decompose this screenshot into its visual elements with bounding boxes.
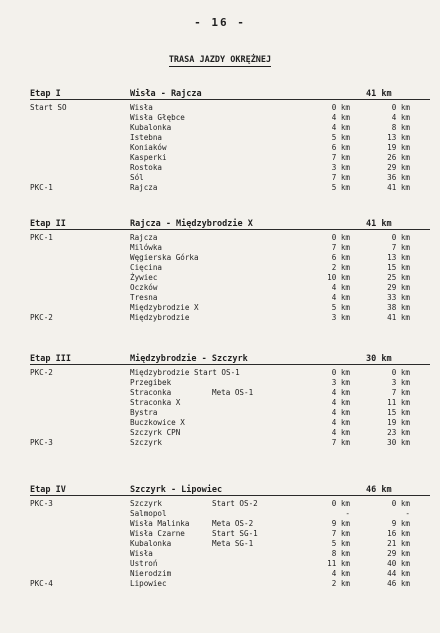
segment-distance: 9 km <box>331 519 350 528</box>
segment-distance: 0 km <box>331 233 350 242</box>
cumulative-distance: 16 km <box>387 529 410 538</box>
stage-distance: 46 km <box>366 485 392 495</box>
place-name: Rajcza <box>130 233 158 242</box>
stage-distance: 30 km <box>366 354 392 364</box>
stage-header <box>30 485 430 499</box>
stage-name: Etap II <box>30 219 66 229</box>
special-stage-note: Start OS-2 <box>212 499 258 508</box>
segment-distance: 4 km <box>331 569 350 578</box>
route-row <box>30 408 430 418</box>
segment-distance: 6 km <box>331 143 350 152</box>
cumulative-distance: 9 km <box>391 519 410 528</box>
route-row <box>30 123 430 133</box>
place-name: Salmopol <box>130 509 167 518</box>
place-name: Buczkowice X <box>130 418 185 427</box>
cumulative-distance: 7 km <box>391 243 410 252</box>
cumulative-distance: 33 km <box>387 293 410 302</box>
checkpoint-label: PKC-4 <box>30 579 53 588</box>
place-name: Wisła <box>130 103 153 112</box>
place-name: Żywiec <box>130 273 158 282</box>
segment-distance: 3 km <box>331 378 350 387</box>
cumulative-distance: 36 km <box>387 173 410 182</box>
cumulative-distance: 15 km <box>387 263 410 272</box>
segment-distance: - <box>345 509 350 518</box>
cumulative-distance: - <box>405 509 410 518</box>
segment-distance: 5 km <box>331 539 350 548</box>
cumulative-distance: 13 km <box>387 253 410 262</box>
checkpoint-label: PKC-2 <box>30 368 53 377</box>
route-row <box>30 579 430 589</box>
route-row <box>30 428 430 438</box>
cumulative-distance: 46 km <box>387 579 410 588</box>
place-name: Wisła Malinka <box>130 519 190 528</box>
segment-distance: 7 km <box>331 438 350 447</box>
stage-name: Etap I <box>30 89 61 99</box>
stage-underline <box>30 495 430 496</box>
stage-rows <box>30 368 430 448</box>
place-name: Międzybrodzie X <box>130 303 199 312</box>
segment-distance: 0 km <box>331 103 350 112</box>
cumulative-distance: 0 km <box>391 103 410 112</box>
cumulative-distance: 40 km <box>387 559 410 568</box>
route-row <box>30 569 430 579</box>
place-name: Straconka X <box>130 398 181 407</box>
place-name: Międzybrodzie Start OS-1 <box>130 368 240 377</box>
cumulative-distance: 19 km <box>387 143 410 152</box>
place-name: Koniaków <box>130 143 167 152</box>
stage-route: Wisła - Rajcza <box>130 89 202 99</box>
stage-rows <box>30 233 430 323</box>
segment-distance: 0 km <box>331 368 350 377</box>
stage-underline <box>30 364 430 365</box>
place-name: Szczyrk <box>130 499 163 508</box>
stage-section <box>30 219 430 323</box>
place-name: Cięcina <box>130 263 163 272</box>
cumulative-distance: 21 km <box>387 539 410 548</box>
segment-distance: 4 km <box>331 293 350 302</box>
cumulative-distance: 38 km <box>387 303 410 312</box>
segment-distance: 4 km <box>331 408 350 417</box>
route-row <box>30 263 430 273</box>
route-row <box>30 293 430 303</box>
cumulative-distance: 15 km <box>387 408 410 417</box>
segment-distance: 7 km <box>331 173 350 182</box>
route-row <box>30 253 430 263</box>
cumulative-distance: 29 km <box>387 163 410 172</box>
place-name: Rajcza <box>130 183 158 192</box>
route-row <box>30 388 430 398</box>
segment-distance: 11 km <box>327 559 350 568</box>
place-name: Ustroń <box>130 559 158 568</box>
route-row <box>30 243 430 253</box>
place-name: Straconka <box>130 388 172 397</box>
place-name: Kubalonka <box>130 123 172 132</box>
route-row <box>30 153 430 163</box>
checkpoint-label: PKC-1 <box>30 183 53 192</box>
checkpoint-label: Start SO <box>30 103 67 112</box>
cumulative-distance: 0 km <box>391 368 410 377</box>
stage-header <box>30 89 430 103</box>
place-name: Sól <box>130 173 144 182</box>
route-row <box>30 313 430 323</box>
stage-route: Międzybrodzie - Szczyrk <box>130 354 248 364</box>
route-row <box>30 143 430 153</box>
segment-distance: 3 km <box>331 163 350 172</box>
route-row <box>30 509 430 519</box>
checkpoint-label: PKC-1 <box>30 233 53 242</box>
stage-rows <box>30 499 430 589</box>
route-row <box>30 418 430 428</box>
segment-distance: 5 km <box>331 303 350 312</box>
cumulative-distance: 29 km <box>387 549 410 558</box>
segment-distance: 7 km <box>331 243 350 252</box>
stage-underline <box>30 229 430 230</box>
cumulative-distance: 13 km <box>387 133 410 142</box>
cumulative-distance: 0 km <box>391 233 410 242</box>
segment-distance: 2 km <box>331 579 350 588</box>
stage-route: Rajcza - Międzybrodzie X <box>130 219 253 229</box>
route-row <box>30 103 430 113</box>
place-name: Szczyrk CPN <box>130 428 181 437</box>
route-row <box>30 283 430 293</box>
place-name: Wisła Głębce <box>130 113 185 122</box>
segment-distance: 4 km <box>331 113 350 122</box>
route-row <box>30 183 430 193</box>
stage-header <box>30 219 430 233</box>
stage-name: Etap III <box>30 354 71 364</box>
segment-distance: 10 km <box>327 273 350 282</box>
stage-underline <box>30 99 430 100</box>
route-row <box>30 113 430 123</box>
segment-distance: 5 km <box>331 183 350 192</box>
route-row <box>30 163 430 173</box>
route-row <box>30 233 430 243</box>
cumulative-distance: 8 km <box>391 123 410 132</box>
place-name: Kasperki <box>130 153 167 162</box>
place-name: Międzybrodzie <box>130 313 190 322</box>
stage-distance: 41 km <box>366 89 392 99</box>
cumulative-distance: 7 km <box>391 388 410 397</box>
route-row <box>30 273 430 283</box>
place-name: Przegibek <box>130 378 172 387</box>
page-number: - 16 - <box>194 16 246 29</box>
segment-distance: 5 km <box>331 133 350 142</box>
place-name: Rostoka <box>130 163 163 172</box>
place-name: Lipowiec <box>130 579 167 588</box>
checkpoint-label: PKC-2 <box>30 313 53 322</box>
cumulative-distance: 44 km <box>387 569 410 578</box>
route-row <box>30 549 430 559</box>
cumulative-distance: 4 km <box>391 113 410 122</box>
route-row <box>30 438 430 448</box>
cumulative-distance: 25 km <box>387 273 410 282</box>
stage-name: Etap IV <box>30 485 66 495</box>
stage-distance: 41 km <box>366 219 392 229</box>
route-row <box>30 303 430 313</box>
cumulative-distance: 30 km <box>387 438 410 447</box>
place-name: Nierodzim <box>130 569 172 578</box>
document-title <box>0 55 440 65</box>
place-name: Węgierska Górka <box>130 253 199 262</box>
place-name: Kubalonka <box>130 539 172 548</box>
stage-route: Szczyrk - Lipowiec <box>130 485 223 495</box>
segment-distance: 8 km <box>331 549 350 558</box>
cumulative-distance: 41 km <box>387 183 410 192</box>
special-stage-note: Meta OS-2 <box>212 519 254 528</box>
segment-distance: 0 km <box>331 499 350 508</box>
segment-distance: 7 km <box>331 529 350 538</box>
checkpoint-label: PKC-3 <box>30 499 53 508</box>
route-row <box>30 173 430 183</box>
cumulative-distance: 0 km <box>391 499 410 508</box>
stage-rows <box>30 103 430 193</box>
special-stage-note: Meta OS-1 <box>212 388 254 397</box>
route-row <box>30 368 430 378</box>
place-name: Bystra <box>130 408 158 417</box>
segment-distance: 4 km <box>331 388 350 397</box>
stage-section <box>30 354 430 448</box>
route-row <box>30 499 430 509</box>
cumulative-distance: 29 km <box>387 283 410 292</box>
place-name: Tresna <box>130 293 158 302</box>
cumulative-distance: 11 km <box>387 398 410 407</box>
cumulative-distance: 26 km <box>387 153 410 162</box>
stage-section <box>30 485 430 589</box>
cumulative-distance: 3 km <box>391 378 410 387</box>
special-stage-note: Meta SG-1 <box>212 539 254 548</box>
segment-distance: 4 km <box>331 123 350 132</box>
cumulative-distance: 19 km <box>387 418 410 427</box>
checkpoint-label: PKC-3 <box>30 438 53 447</box>
place-name: Oczków <box>130 283 158 292</box>
cumulative-distance: 23 km <box>387 428 410 437</box>
place-name: Milówka <box>130 243 163 252</box>
route-row <box>30 398 430 408</box>
segment-distance: 4 km <box>331 428 350 437</box>
route-row <box>30 378 430 388</box>
route-row <box>30 133 430 143</box>
place-name: Wisła Czarne <box>130 529 185 538</box>
document-title-text: TRASA JAZDY OKRĘŻNEJ <box>168 55 272 65</box>
special-stage-note: Start SG-1 <box>212 529 258 538</box>
segment-distance: 7 km <box>331 153 350 162</box>
route-row <box>30 539 430 549</box>
route-row <box>30 559 430 569</box>
segment-distance: 4 km <box>331 418 350 427</box>
cumulative-distance: 41 km <box>387 313 410 322</box>
place-name: Istebna <box>130 133 163 142</box>
stage-header <box>30 354 430 368</box>
route-row <box>30 529 430 539</box>
segment-distance: 3 km <box>331 313 350 322</box>
stage-section <box>30 89 430 193</box>
route-row <box>30 519 430 529</box>
place-name: Szczyrk <box>130 438 163 447</box>
segment-distance: 4 km <box>331 283 350 292</box>
place-name: Wisła <box>130 549 153 558</box>
segment-distance: 2 km <box>331 263 350 272</box>
segment-distance: 6 km <box>331 253 350 262</box>
segment-distance: 4 km <box>331 398 350 407</box>
